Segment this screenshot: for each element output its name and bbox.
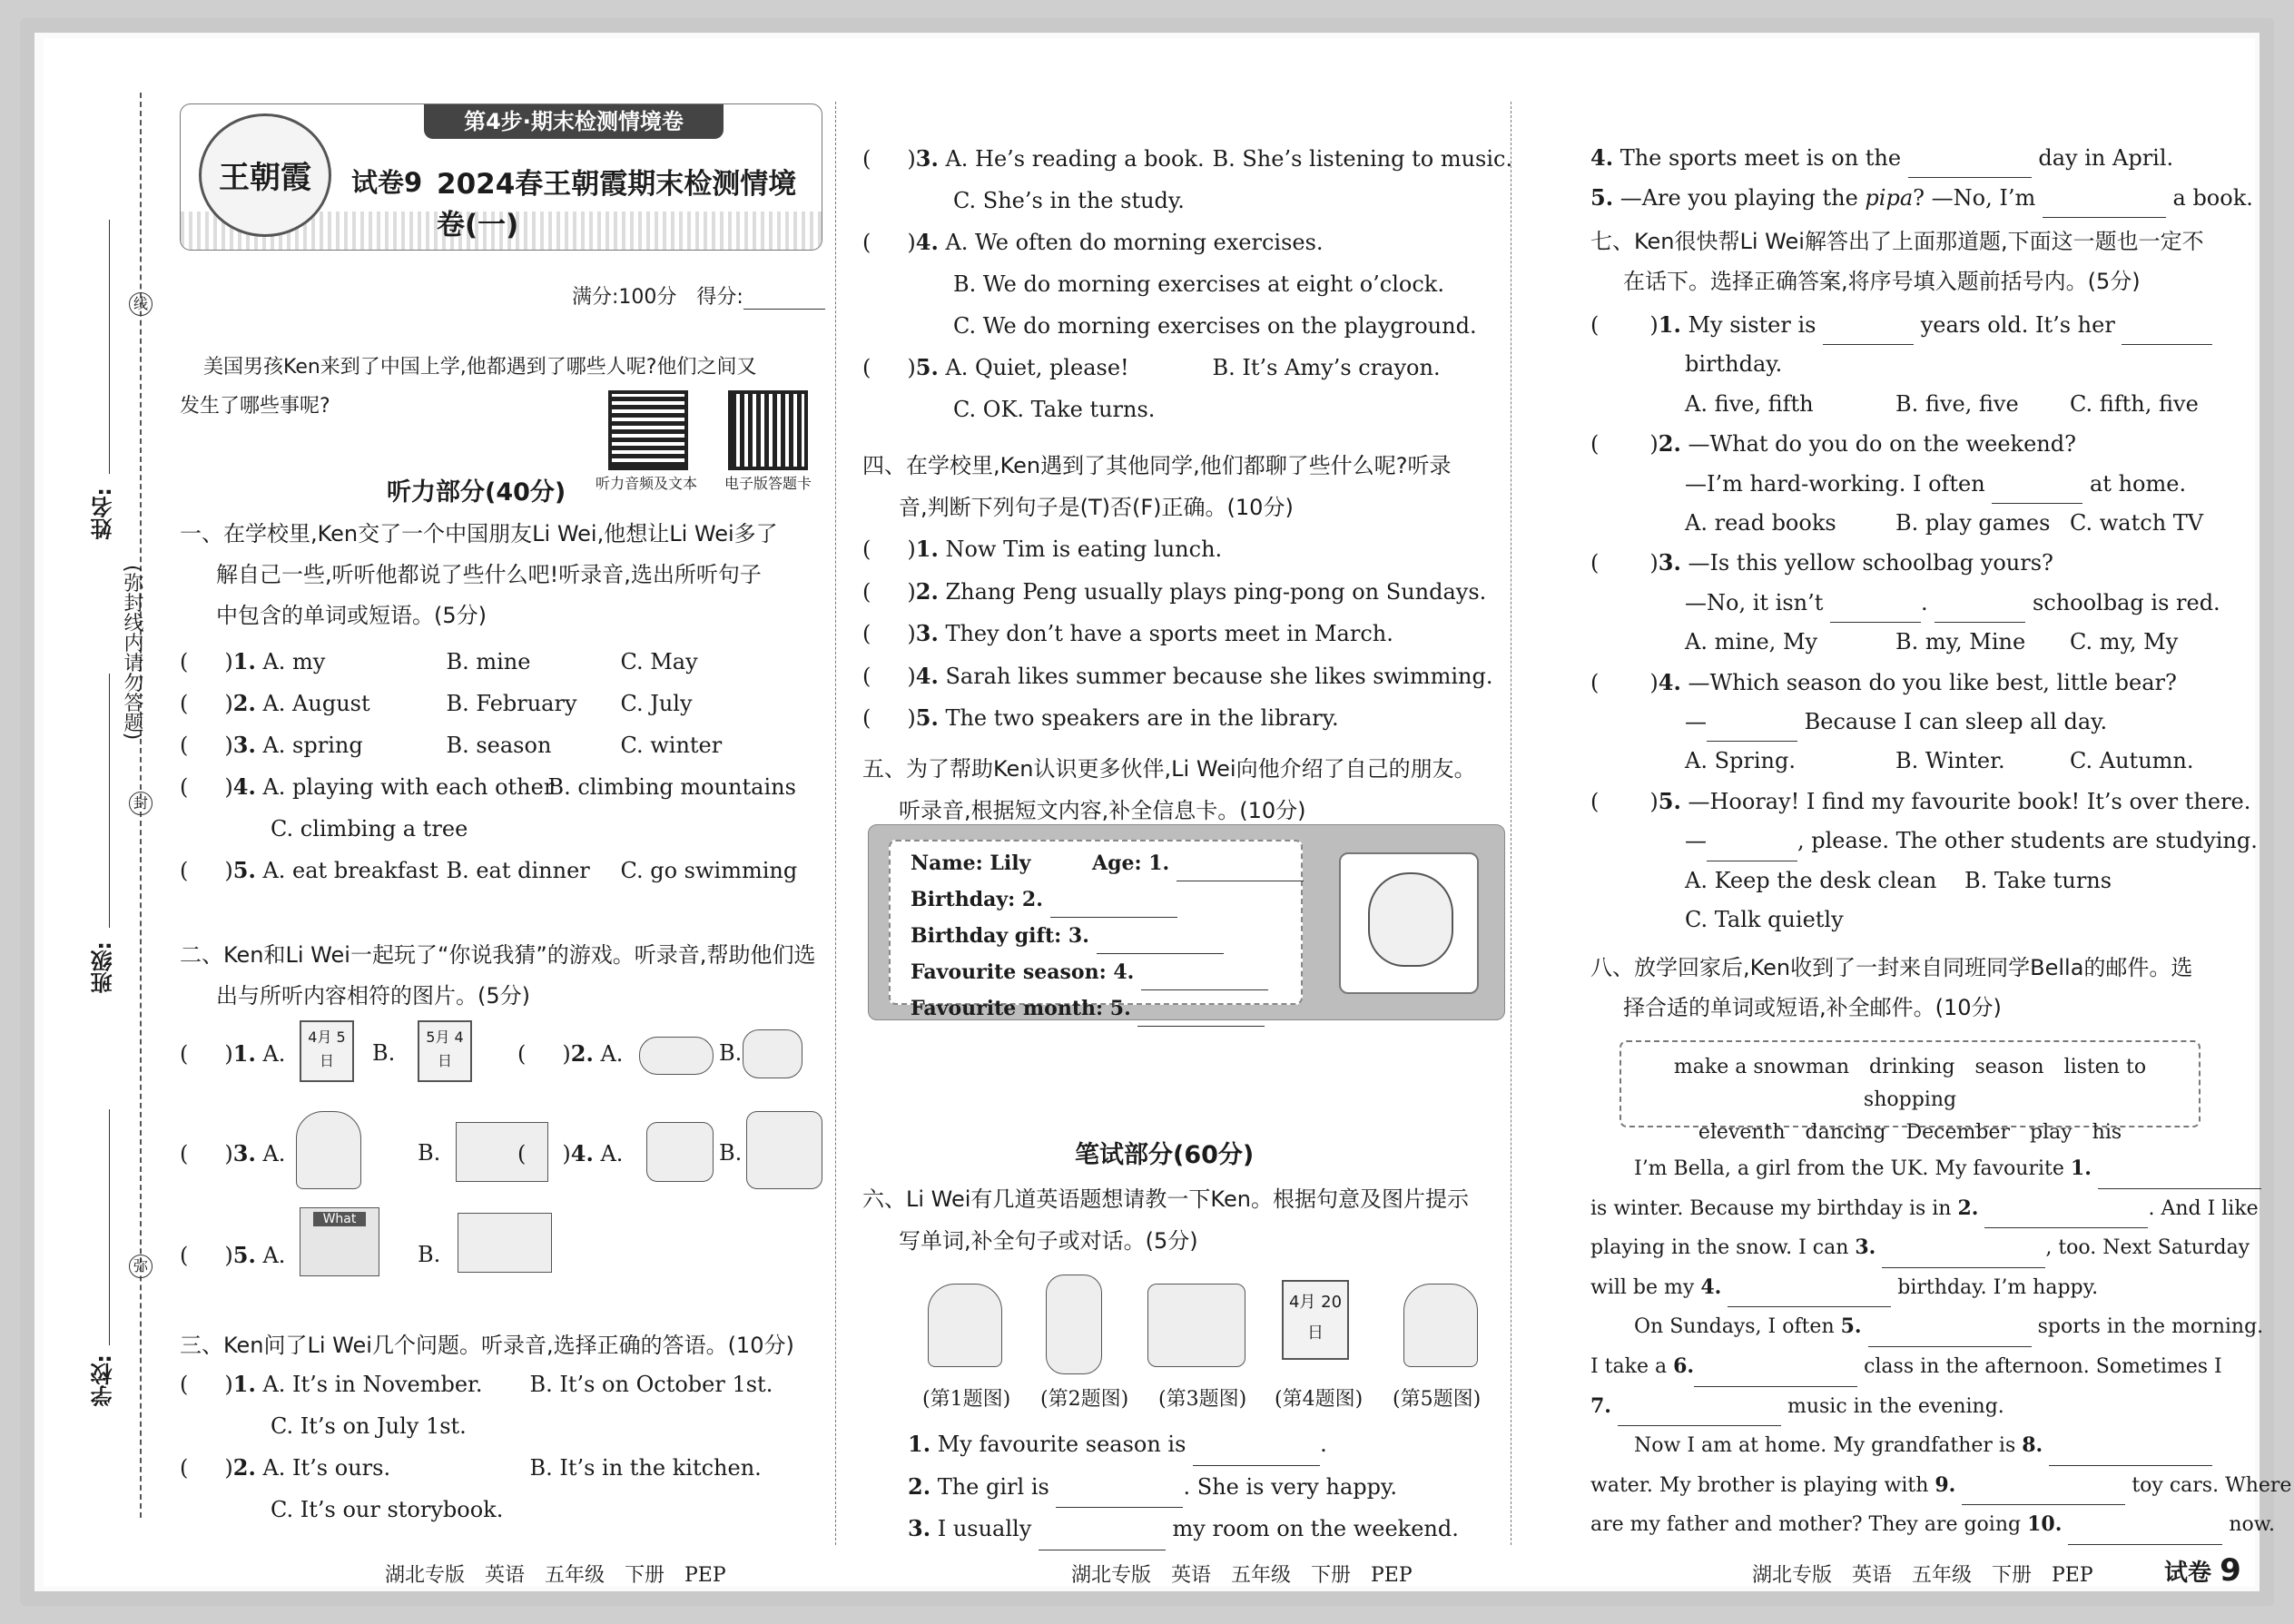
email-blank-6[interactable] bbox=[1694, 1363, 1857, 1387]
calendar-icon: 5月 4日 bbox=[418, 1020, 472, 1082]
footer-right: 湖北专版 英语 五年级 下册 PEP bbox=[1752, 1564, 2093, 1587]
sec6-line1: 六、Li Wei有几道英语题想请教一下Ken。根据句意及图片提示 bbox=[862, 1186, 1469, 1212]
cat-icon bbox=[639, 1037, 714, 1075]
column-divider-1 bbox=[835, 102, 836, 1545]
sec6-q5: 5. —Are you playing the pipa? —No, I’m a book. bbox=[1590, 178, 2253, 218]
exam-page: 线 封 弥 (弥封线内请勿答题) 姓名: 班级: 学校: 王朝霞 第4步·期末检测情境卷 试卷9 2024春王朝霞期末检测情境卷(一) 满分:100分 得分: 美国男孩Ken来到了中国上学,他都遇到了哪些人呢?他们之间又 发生了哪些事呢? 听力音频及文本 电子版答题卡 听力部分(40分) 一、在学校里,Ken交了一个中国朋友Li Wei,他想让Li Wei多了 解自己一些,听听他都说了些什么吧!听录音,选出所听句子 中包含的单词或短语。(5分) ( )1. A. my B. mine C. May ( )2. A. August B. February C. July ( )3. A. spring B. season C. winter ( )4. A. playing with each otherB. climbing mountains C. climbing a tree ( )5. A. eat breakfast B. eat dinner C. go swimming 二、Ken和Li Wei一起玩了“你说我猜”的游戏。听录音,帮助他们选 出与所听内容相符的图片。(5分) ( )1. A. 4月 5日 B. 5月 4日 ( )2. A. B. ( )3. A. B. ( )4. A. B. ( )5. A. What B. 三、Ken问了Li Wei几个问题。听录音,选择正确的答语。(10分) ( )1. A. It’s in November. B. It’s on October 1st. C. It’s on July 1st. ( )2. A. It’s ours. B. It’s in the kitchen. C. It’s our storybook. ( )3. A. He’s reading a book. B. She’s listening to music. C. She’s in the study. ( )4. A. We often do morning exercises. B. We do morning exercises at eight o’clock. C. We do morning exercises on the playground. ( )5. A. Quiet, please! B. It’s Amy’s crayon. C. OK. Take turns. 四、在学校里,Ken遇到了其他同学,他们都聊了些什么呢?听录 音,判断下列句子是(T)否(F)正确。(10分) ( )1. Now Tim is eating lunch. ( )2. Zhang Peng usually plays ping-pong on Sundays. ( )3. They don’t have a sports meet in March. ( )4. Sarah likes summer because she likes swimming. ( )5. The two speakers are in the library. 五、为了帮助Ken认识更多伙伴,Li Wei向他介绍了自己的朋友。 听录音,根据短文内容,补全信息卡。(10分) Name: Lily Age: 1. Birthday: 2. Birthday gift: 3. Favourite season: 4. Favourite month: 5. 笔试部分(60分) 六、Li Wei有几道英语题想请教一下Ken。根据句意及图片提示 写单词,补全句子或对话。(5分) 4月 20日 (第1题图) (第2题图) (第3题图) (第4题图) (第5题图) 1. My favourite season is . 2. The girl is . She is very happy. 3. I usually my room on the weekend. 4. The sports meet is on the day in April. 5. —Are you playing the pipa? —No, I’m a book. 七、Ken很快帮Li Wei解答出了上面那道题,下面这一题也一定不 在话下。选择正确答案,将序号填入题前括号内。(5分) ( )1. My sister is years old. It’s her birthday. A. five, fifth B. five, five C. fifth, five ( )2. —What do you do on the weekend? —I’m hard-working. I often at home. A. read books B. play games C. watch TV ( )3. —Is this yellow schoolbag yours? —No, it isn’t . schoolbag is red. A. mine, My B. my, Mine C. my, My ( )4. —Which season do you like best, little bear? — Because I can sleep all day. A. Spring. B. Winter. C. Autumn. ( )5. —Hooray! I find my favourite book! It’s over there. — , please. The other students are studying. A. Keep the desk clean B. Take turns C. Talk quietly 八、放学回家后,Ken收到了一封来自同班同学Bella的邮件。选 择合适的单词或短语,补全邮件。(10分) make a snowman drinking season listen to shopping eleventh dancing December play his I’m Bella, a girl from the UK. My favourite 1. is winter. Because my birthday is in 2. . And I like playing in the snow. I can 3. , too. Next Saturday will be my 4. birthday. I’m happy. On Sundays, I often 5. sports in the morning. I take a 6. class in the afternoon. Sometimes I 7. music in the evening. Now I am at home. My grandfather is 8. water. My brother is playing with 9. toy cars. Where are my father and mother? They are going 10. now. 湖北专版 英语 五年级 下册 PEP 湖北专版 英语 五年级 下册 PEP 湖北专版 英语 五年级 下册 PEP 试卷 9 bbox=[44, 38, 2255, 1587]
sec6-blank-4[interactable] bbox=[1908, 153, 2032, 178]
sec1-item: ( )1. A. my B. mine C. May bbox=[180, 648, 698, 674]
sec3-item-c: C. It’s our storybook. bbox=[271, 1497, 504, 1522]
intro-line-2: 发生了哪些事呢? bbox=[180, 395, 330, 418]
sec4-item: ( )3. They don’t have a sports meet in March. bbox=[862, 620, 1393, 646]
email-blank-7[interactable] bbox=[1618, 1402, 1781, 1426]
mark-feng: 封 bbox=[129, 792, 153, 815]
summer-boy-icon bbox=[928, 1284, 1002, 1367]
listening-title: 听力部分(40分) bbox=[387, 478, 566, 507]
sec1-line1: 一、在学校里,Ken交了一个中国朋友Li Wei,他想让Li Wei多了 bbox=[180, 521, 778, 546]
footer-paper-text: 试卷 bbox=[2164, 1560, 2212, 1587]
school-label: 学校: bbox=[91, 1354, 116, 1407]
email-blank-8[interactable] bbox=[2049, 1442, 2212, 1466]
sec6-q1: 1. My favourite season is . bbox=[908, 1423, 1459, 1466]
qr-code-audio[interactable] bbox=[608, 390, 688, 470]
email-blank-4[interactable] bbox=[1728, 1283, 1891, 1307]
sec6-blank-5[interactable] bbox=[2043, 193, 2166, 218]
blackboard-text: What bbox=[313, 1212, 366, 1226]
footer-middle: 湖北专版 英语 五年级 下册 PEP bbox=[1071, 1564, 1413, 1587]
card-birthday: Birthday: 2. bbox=[911, 888, 1043, 911]
card-season: Favourite season: 4. bbox=[911, 960, 1135, 984]
sec3-items-col2 bbox=[862, 138, 1512, 430]
sec7-blank[interactable] bbox=[1707, 837, 1797, 861]
card-season-blank[interactable] bbox=[1141, 966, 1268, 990]
sec5-line1: 五、为了帮助Ken认识更多伙伴,Li Wei向他介绍了自己的朋友。 bbox=[862, 756, 1476, 782]
card-age-blank[interactable] bbox=[1177, 857, 1304, 881]
calendar-icon: 4月 5日 bbox=[300, 1020, 354, 1082]
sec5-line2: 听录音,根据短文内容,补全信息卡。(10分) bbox=[899, 798, 1306, 823]
sec7-blank[interactable] bbox=[1992, 479, 2082, 504]
sec6-heading bbox=[862, 1178, 1469, 1262]
card-name: Name: Lily bbox=[911, 851, 1031, 875]
sec6-pictures bbox=[919, 1275, 1500, 1374]
kids-singing-icon bbox=[746, 1111, 822, 1189]
sec7-blank[interactable] bbox=[1830, 598, 1921, 623]
sec3-item: ( )1. A. It’s in November. B. It’s on October 1st. bbox=[180, 1371, 773, 1397]
card-gift-blank[interactable] bbox=[1097, 930, 1224, 954]
footer-paper-number: 9 bbox=[2220, 1552, 2241, 1589]
word-bank-row2: eleventh dancing December play his bbox=[1698, 1121, 2122, 1144]
sec6-q3: 3. I usually my room on the weekend. bbox=[908, 1508, 1459, 1550]
sec3-item: ( )4. A. We often do morning exercises. bbox=[862, 229, 1324, 255]
email-blank-1[interactable] bbox=[2098, 1165, 2261, 1189]
info-card bbox=[868, 824, 1505, 1020]
qr-label-answer-card: 电子版答题卡 bbox=[724, 475, 812, 492]
seal-note: (弥封线内请勿答题) bbox=[121, 565, 143, 741]
footer-left: 湖北专版 英语 五年级 下册 PEP bbox=[385, 1564, 726, 1587]
qr-label-audio: 听力音频及文本 bbox=[596, 475, 698, 492]
sec6-q2: 2. The girl is . She is very happy. bbox=[908, 1466, 1459, 1509]
card-month: Favourite month: 5. bbox=[911, 997, 1131, 1020]
sec3-item: ( )5. A. Quiet, please! B. It’s Amy’s crayon. bbox=[862, 354, 1441, 380]
email-blank-3[interactable] bbox=[1882, 1244, 2045, 1268]
sec4-line1: 四、在学校里,Ken遇到了其他同学,他们都聊了些什么呢?听录 bbox=[862, 453, 1452, 478]
sec7-blank[interactable] bbox=[1935, 598, 2025, 623]
card-month-blank[interactable] bbox=[1137, 1002, 1265, 1027]
lily-portrait bbox=[1339, 852, 1479, 994]
sec3-items-col1 bbox=[180, 1363, 773, 1530]
sec2-line1: 二、Ken和Li Wei一起玩了“你说我猜”的游戏。听录音,帮助他们选 bbox=[180, 942, 816, 968]
sec7-line1: 七、Ken很快帮Li Wei解答出了上面那道题,下面这一题也一定不 bbox=[1590, 229, 2204, 254]
sec6-blank-2[interactable] bbox=[1056, 1483, 1183, 1508]
library-icon bbox=[458, 1213, 552, 1273]
sec6-q4: 4. The sports meet is on the day in April. bbox=[1590, 138, 2253, 178]
school-line bbox=[109, 1109, 110, 1345]
email-blank-2[interactable] bbox=[1984, 1204, 2148, 1228]
sec8-heading bbox=[1590, 948, 2192, 1028]
girl-face-icon bbox=[1368, 872, 1453, 967]
sec4-items bbox=[862, 528, 1492, 740]
sec8-line2: 择合适的单词或短语,补全邮件。(10分) bbox=[1623, 995, 2002, 1020]
class-label: 班级: bbox=[91, 941, 116, 994]
qr-code-answer-card[interactable] bbox=[728, 390, 808, 470]
footer-paper-label bbox=[2164, 1552, 2241, 1589]
dog-icon bbox=[743, 1029, 802, 1078]
sec4-item: ( )4. Sarah likes summer because she likes swimming. bbox=[862, 662, 1493, 689]
sec3-item: ( )2. A. It’s ours. B. It’s in the kitchen. bbox=[180, 1454, 762, 1481]
card-gift: Birthday gift: 3. bbox=[911, 924, 1089, 948]
header-box bbox=[180, 103, 822, 251]
info-card-fields bbox=[889, 840, 1303, 1020]
sec3-item-c: C. She’s in the study. bbox=[953, 188, 1185, 213]
email-blank-9[interactable] bbox=[1962, 1481, 2125, 1505]
sec7-heading bbox=[1590, 221, 2204, 301]
sec7-items: ( )1. My sister is years old. It’s her birthday. A. five, fifth B. five, five C. fifth, five ( )2. —What do you do on the weekend? —I’m hard-working. I often at home. A. read books B. play games C. watch TV ( )3. —Is this yellow schoolbag yours? —No, it isn’t . schoolbag is red. A. mine, My B. my, Mine C. my, My ( )4. —Which season do you like best, little bear? — Because I can sleep all day. A. Spring. B. Winter. C. Autumn. ( )5. —Hooray! I find my favourite book! It’s over there. — , please. The other students are studying. A. Keep the desk clean B. Take turns C. Talk quietly bbox=[1590, 311, 2258, 933]
sec4-line2: 音,判断下列句子是(T)否(F)正确。(10分) bbox=[899, 495, 1294, 520]
name-line bbox=[109, 220, 110, 474]
sec3-item-b: B. We do morning exercises at eight o’clock. bbox=[953, 271, 1444, 297]
sec5-heading bbox=[862, 748, 1476, 832]
sec7-blank[interactable] bbox=[1707, 717, 1797, 742]
boy-eating-icon bbox=[296, 1111, 361, 1189]
sec6-questions-col3 bbox=[1590, 138, 2253, 218]
sec1-items bbox=[180, 641, 797, 891]
sec3-item-c: C. OK. Take turns. bbox=[953, 397, 1156, 422]
sec6-blank-3[interactable] bbox=[1039, 1526, 1166, 1550]
email-blank-5[interactable] bbox=[1868, 1323, 2032, 1347]
card-birthday-blank[interactable] bbox=[1050, 893, 1177, 918]
score-line bbox=[572, 281, 825, 310]
sec1-item: C. climbing a tree bbox=[271, 816, 468, 842]
step-banner: 第4步·期末检测情境卷 bbox=[424, 104, 724, 139]
reading-girl-icon bbox=[1403, 1284, 1478, 1367]
sec1-heading bbox=[180, 514, 778, 636]
mark-mi: 弥 bbox=[129, 1255, 153, 1278]
sec4-heading bbox=[862, 445, 1452, 528]
sec7-line2: 在话下。选择正确答案,将序号填入题前括号内。(5分) bbox=[1623, 269, 2141, 294]
sec3-heading: 三、Ken问了Li Wei几个问题。听录音,选择正确的答语。(10分) bbox=[180, 1333, 794, 1358]
name-label: 姓名: bbox=[91, 487, 116, 540]
sec7-blank[interactable] bbox=[1823, 320, 1914, 345]
sec2-heading bbox=[180, 935, 815, 1017]
sec1-line2: 解自己一些,听听他都说了些什么吧!听录音,选出所听句子 bbox=[216, 562, 762, 587]
sec8-line1: 八、放学回家后,Ken收到了一封来自同班同学Bella的邮件。选 bbox=[1590, 955, 2193, 980]
email-passage: I’m Bella, a girl from the UK. My favourite 1. is winter. Because my birthday is in 2. . And I like playing in the snow. I can 3. , too. Next Saturday will be my 4. birthday. I’m happy. On Sundays, I often 5. sports in the morning. I take a 6. class in the afternoon. Sometimes I 7. music in the evening. Now I am at home. My grandfather is 8. water. My brother is playing with 9. toy cars. Where are my father and mother? They are going 10. now. bbox=[1590, 1149, 2239, 1545]
calendar-icon: 4月 20日 bbox=[1282, 1280, 1349, 1360]
paper-number: 试卷9 bbox=[351, 167, 423, 198]
score-label: 满分:100分 得分: bbox=[572, 286, 743, 309]
sec1-item: ( )5. A. eat breakfast B. eat dinner C. go swimming bbox=[180, 857, 798, 883]
sec4-item: ( )5. The two speakers are in the library. bbox=[862, 704, 1339, 731]
class-line bbox=[109, 674, 110, 928]
sec2-pictures: ( )1. A. 4月 5日 B. 5月 4日 ( )2. A. B. ( )3. A. B. ( )4. A. B. ( )5. A. What B. bbox=[180, 1020, 833, 1293]
sec7-blank[interactable] bbox=[2122, 320, 2212, 345]
sec1-item: ( )2. A. August B. February C. July bbox=[180, 690, 693, 716]
email-blank-10[interactable] bbox=[2068, 1521, 2222, 1545]
sec1-item: ( )4. A. playing with each otherB. climbing mountains bbox=[180, 773, 796, 800]
logo-text: 王朝霞 bbox=[219, 160, 311, 196]
word-bank bbox=[1620, 1040, 2200, 1144]
sec1-line3: 中包含的单词或短语。(5分) bbox=[216, 603, 487, 628]
kids-playing-icon bbox=[646, 1122, 714, 1182]
sec4-item: ( )1. Now Tim is eating lunch. bbox=[862, 536, 1223, 562]
sec3-item-c: C. We do morning exercises on the playground. bbox=[953, 313, 1477, 339]
word-bank-row1: make a snowman drinking season listen to shopping bbox=[1673, 1056, 2167, 1111]
exam-title: 2024春王朝霞期末检测情境卷(一) bbox=[437, 168, 797, 241]
classroom-icon bbox=[300, 1207, 379, 1276]
card-age: Age: 1. bbox=[1092, 851, 1170, 875]
jumping-girl-icon bbox=[1046, 1275, 1102, 1374]
logo-seal bbox=[199, 113, 331, 237]
sec2-line2: 出与所听内容相符的图片。(5分) bbox=[216, 983, 530, 1009]
sec3-item-c: C. It’s on July 1st. bbox=[271, 1413, 467, 1439]
sec4-item: ( )2. Zhang Peng usually plays ping-pong on Sundays. bbox=[862, 577, 1487, 605]
sec6-line2: 写单词,补全句子或对话。(5分) bbox=[899, 1228, 1198, 1254]
cleaning-room-icon bbox=[1147, 1284, 1245, 1367]
writing-title: 笔试部分(60分) bbox=[1075, 1141, 1255, 1169]
sec1-item: ( )3. A. spring B. season C. winter bbox=[180, 732, 723, 758]
sec3-item: ( )3. A. He’s reading a book. B. She’s listening to music. bbox=[862, 145, 1513, 172]
intro-line-1: 美国男孩Ken来到了中国上学,他都遇到了哪些人呢?他们之间又 bbox=[203, 356, 757, 379]
mark-xian: 线 bbox=[129, 292, 153, 316]
sec6-questions bbox=[908, 1423, 1459, 1550]
sec6-blank-1[interactable] bbox=[1193, 1442, 1320, 1466]
